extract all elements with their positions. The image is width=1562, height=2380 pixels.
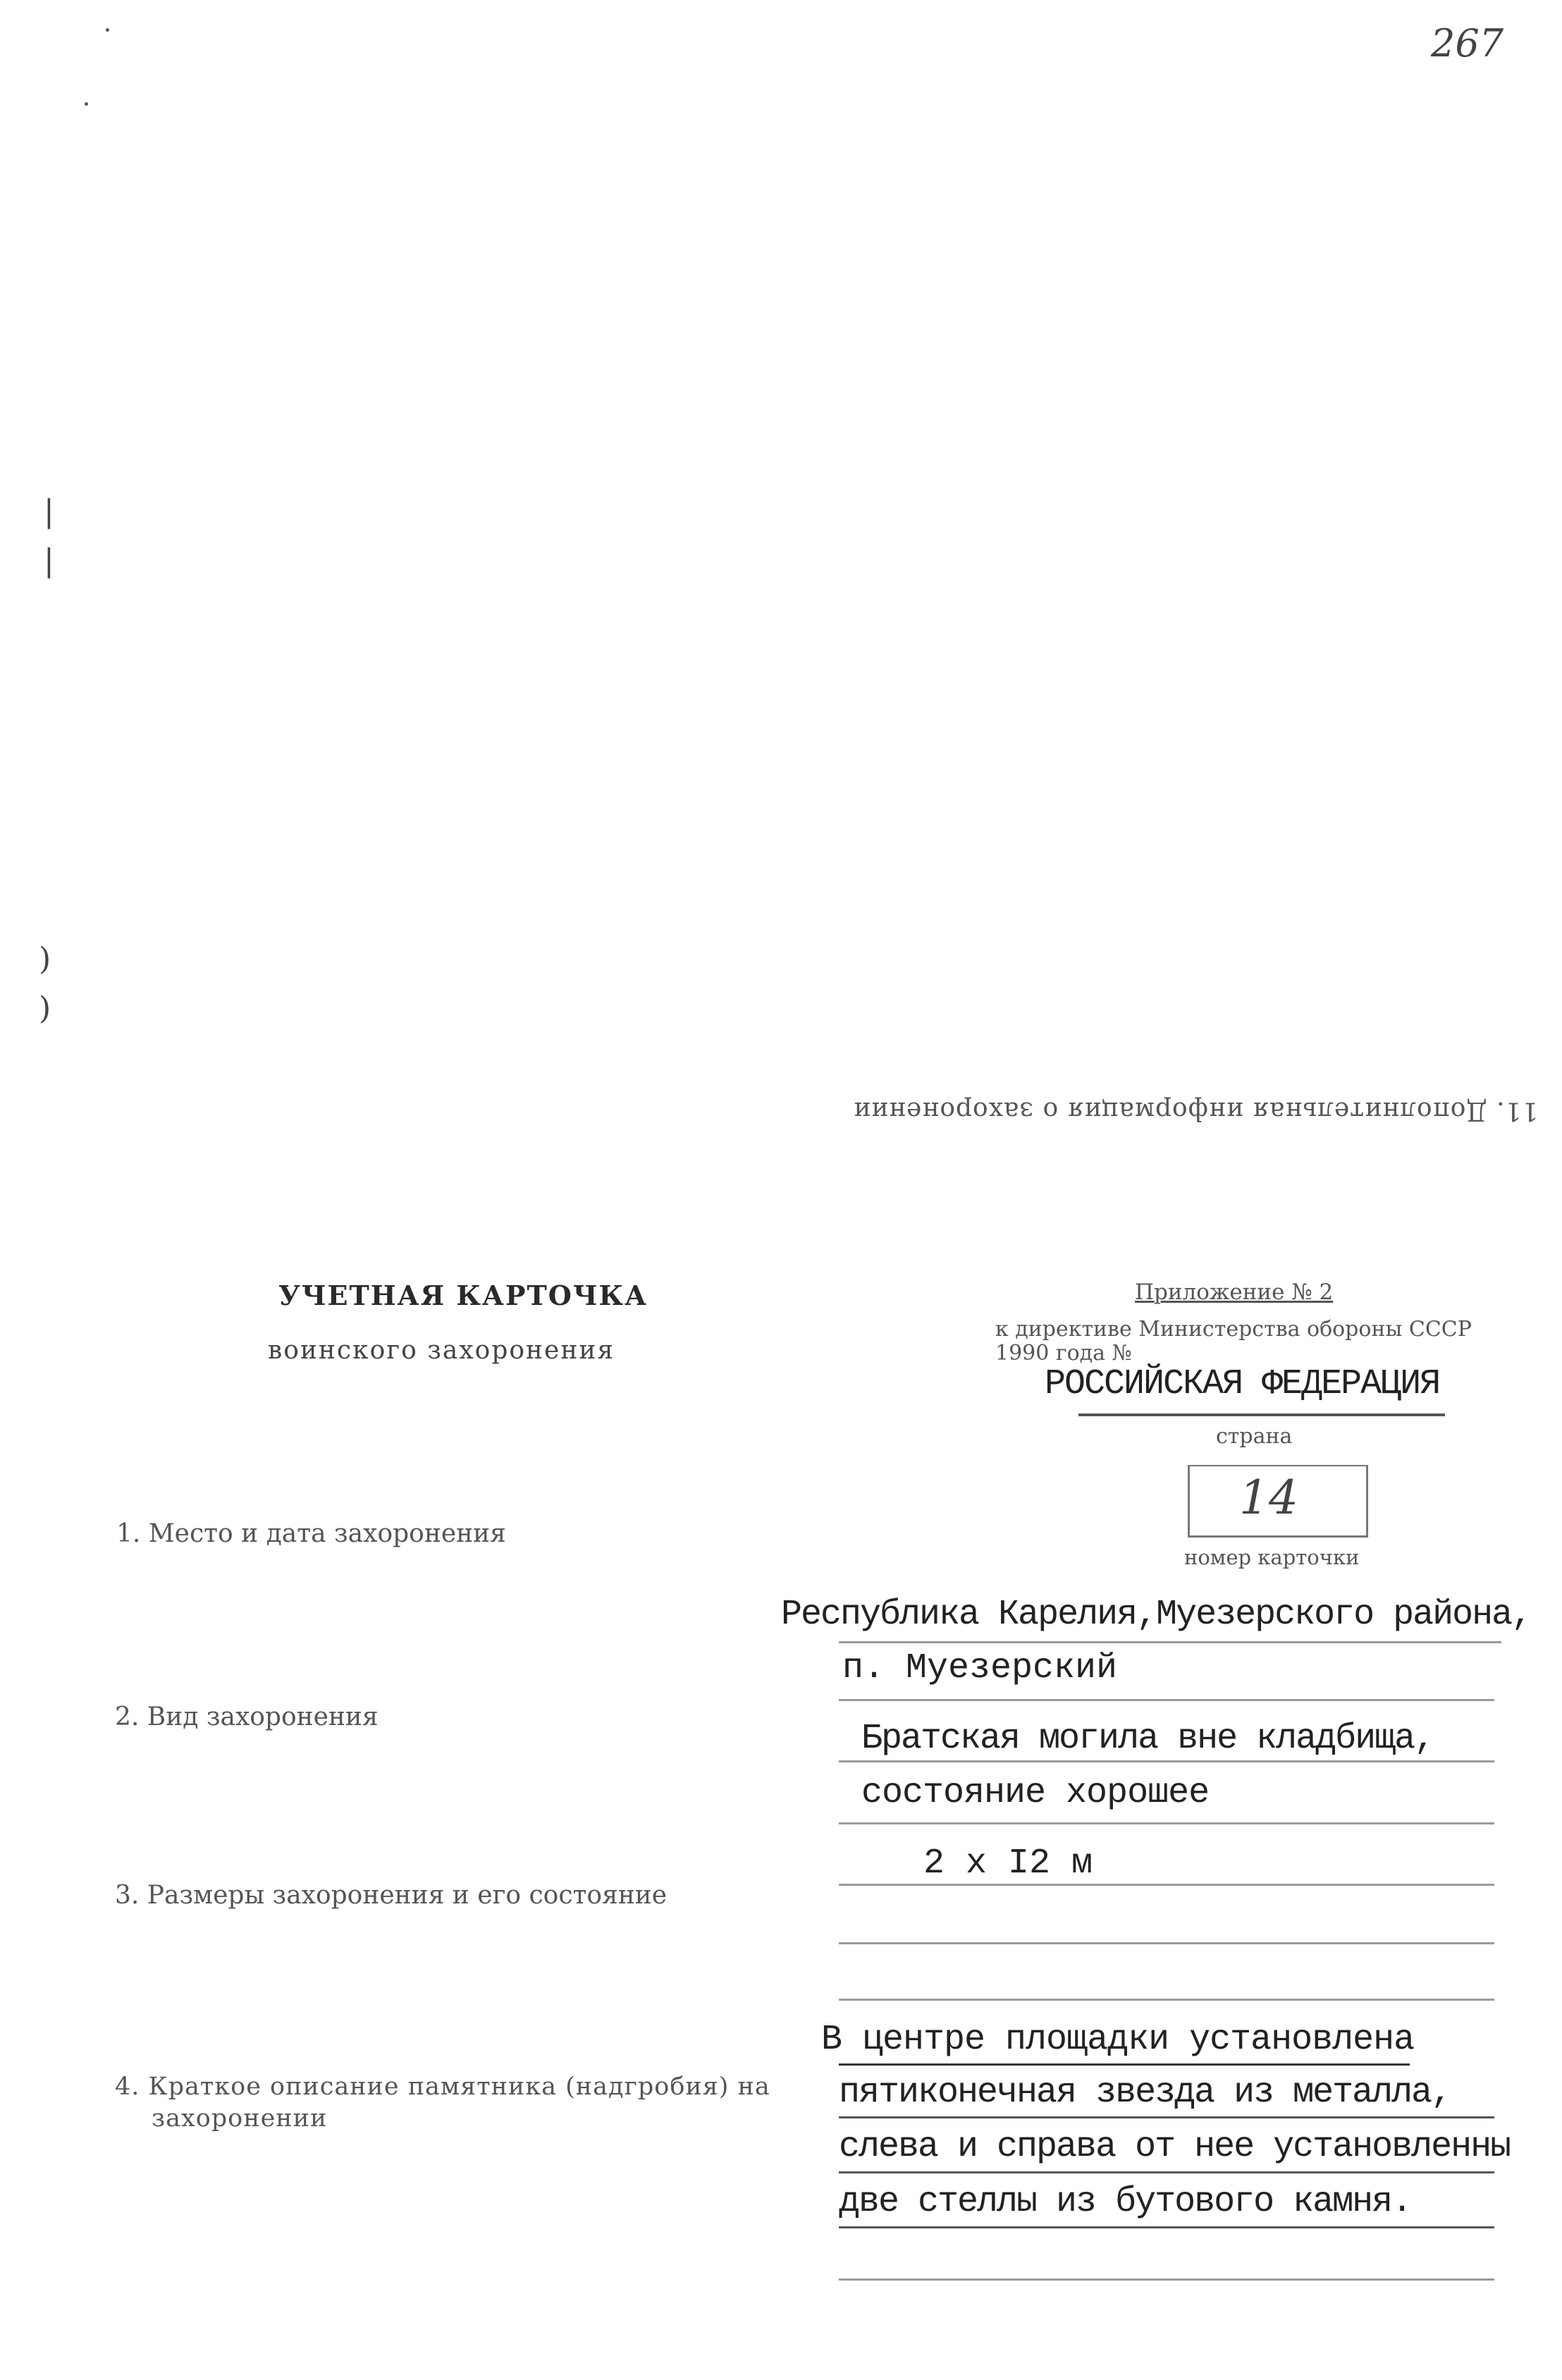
appendix-line-1: к директиве Министерства обороны СССР [995, 1317, 1472, 1342]
margin-mark: ) [39, 941, 51, 977]
field-4-line-2: пятиконечная звезда из металла, [839, 2073, 1451, 2113]
margin-mark: | [44, 543, 54, 579]
field-4-rule-3 [839, 2171, 1494, 2173]
card-subtitle: воинского захоронения [268, 1336, 615, 1365]
field-3-label: 3. Размеры захоронения и его состояние [115, 1881, 668, 1910]
field-1-rule-1 [839, 1641, 1501, 1643]
field-3-rule-2 [839, 1942, 1494, 1944]
scan-speck [85, 102, 88, 106]
field-4-rule-4 [839, 2226, 1494, 2228]
card-number-box [1188, 1465, 1368, 1538]
field-2-line-1: Братская могила вне кладбища, [861, 1719, 1434, 1759]
field-1-line-1: Республика Карелия,Муезерского района, [781, 1595, 1532, 1635]
field-1-line-2: п. Муезерский [842, 1648, 1118, 1688]
scan-speck [106, 28, 109, 32]
field-2-rule-2 [839, 1822, 1494, 1824]
field-2-line-2: состояние хорошее [861, 1773, 1210, 1813]
field-2-rule-1 [839, 1760, 1494, 1762]
country-value: РОССИЙСКАЯ ФЕДЕРАЦИЯ [1045, 1364, 1440, 1404]
margin-mark: ) [39, 990, 51, 1026]
appendix-title: Приложение № 2 [1135, 1280, 1334, 1305]
field-2-label: 2. Вид захоронения [115, 1703, 379, 1731]
country-underline [1078, 1413, 1445, 1416]
archive-page-number: 267 [1431, 21, 1504, 66]
field-4-rule-2 [839, 2116, 1494, 2118]
field-4-line-3: слева и справа от нее установленны [839, 2127, 1511, 2167]
field-4-label-line-1: 4. Краткое описание памятника (надгробия) на [115, 2073, 770, 2101]
field-3-line-1: 2 х I2 м [923, 1844, 1093, 1884]
field-3-rule-3 [839, 1999, 1494, 2001]
field-4-label-line-2: захоронении [152, 2104, 328, 2133]
field-3-rule-1 [839, 1884, 1494, 1886]
margin-mark: | [44, 493, 54, 529]
field-4-rule-5 [839, 2278, 1494, 2281]
card-title: УЧЕТНАЯ КАРТОЧКА [278, 1280, 648, 1311]
country-caption: страна [1216, 1424, 1293, 1449]
field-4-rule-1 [839, 2063, 1410, 2066]
card-number-caption: номер карточки [1184, 1545, 1360, 1569]
field-1-rule-2 [839, 1699, 1494, 1701]
field-4-line-1: В центре площадки установлена [821, 2020, 1415, 2060]
card-number-value: 14 [1239, 1471, 1298, 1525]
additional-info-heading: 11. Дополнительная информация о захоронении [853, 1096, 1539, 1125]
appendix-line-2: 1990 года № [995, 1341, 1132, 1366]
field-4-line-4: две стеллы из бутового камня. [839, 2182, 1412, 2222]
field-1-label: 1. Место и дата захоронения [116, 1519, 506, 1548]
